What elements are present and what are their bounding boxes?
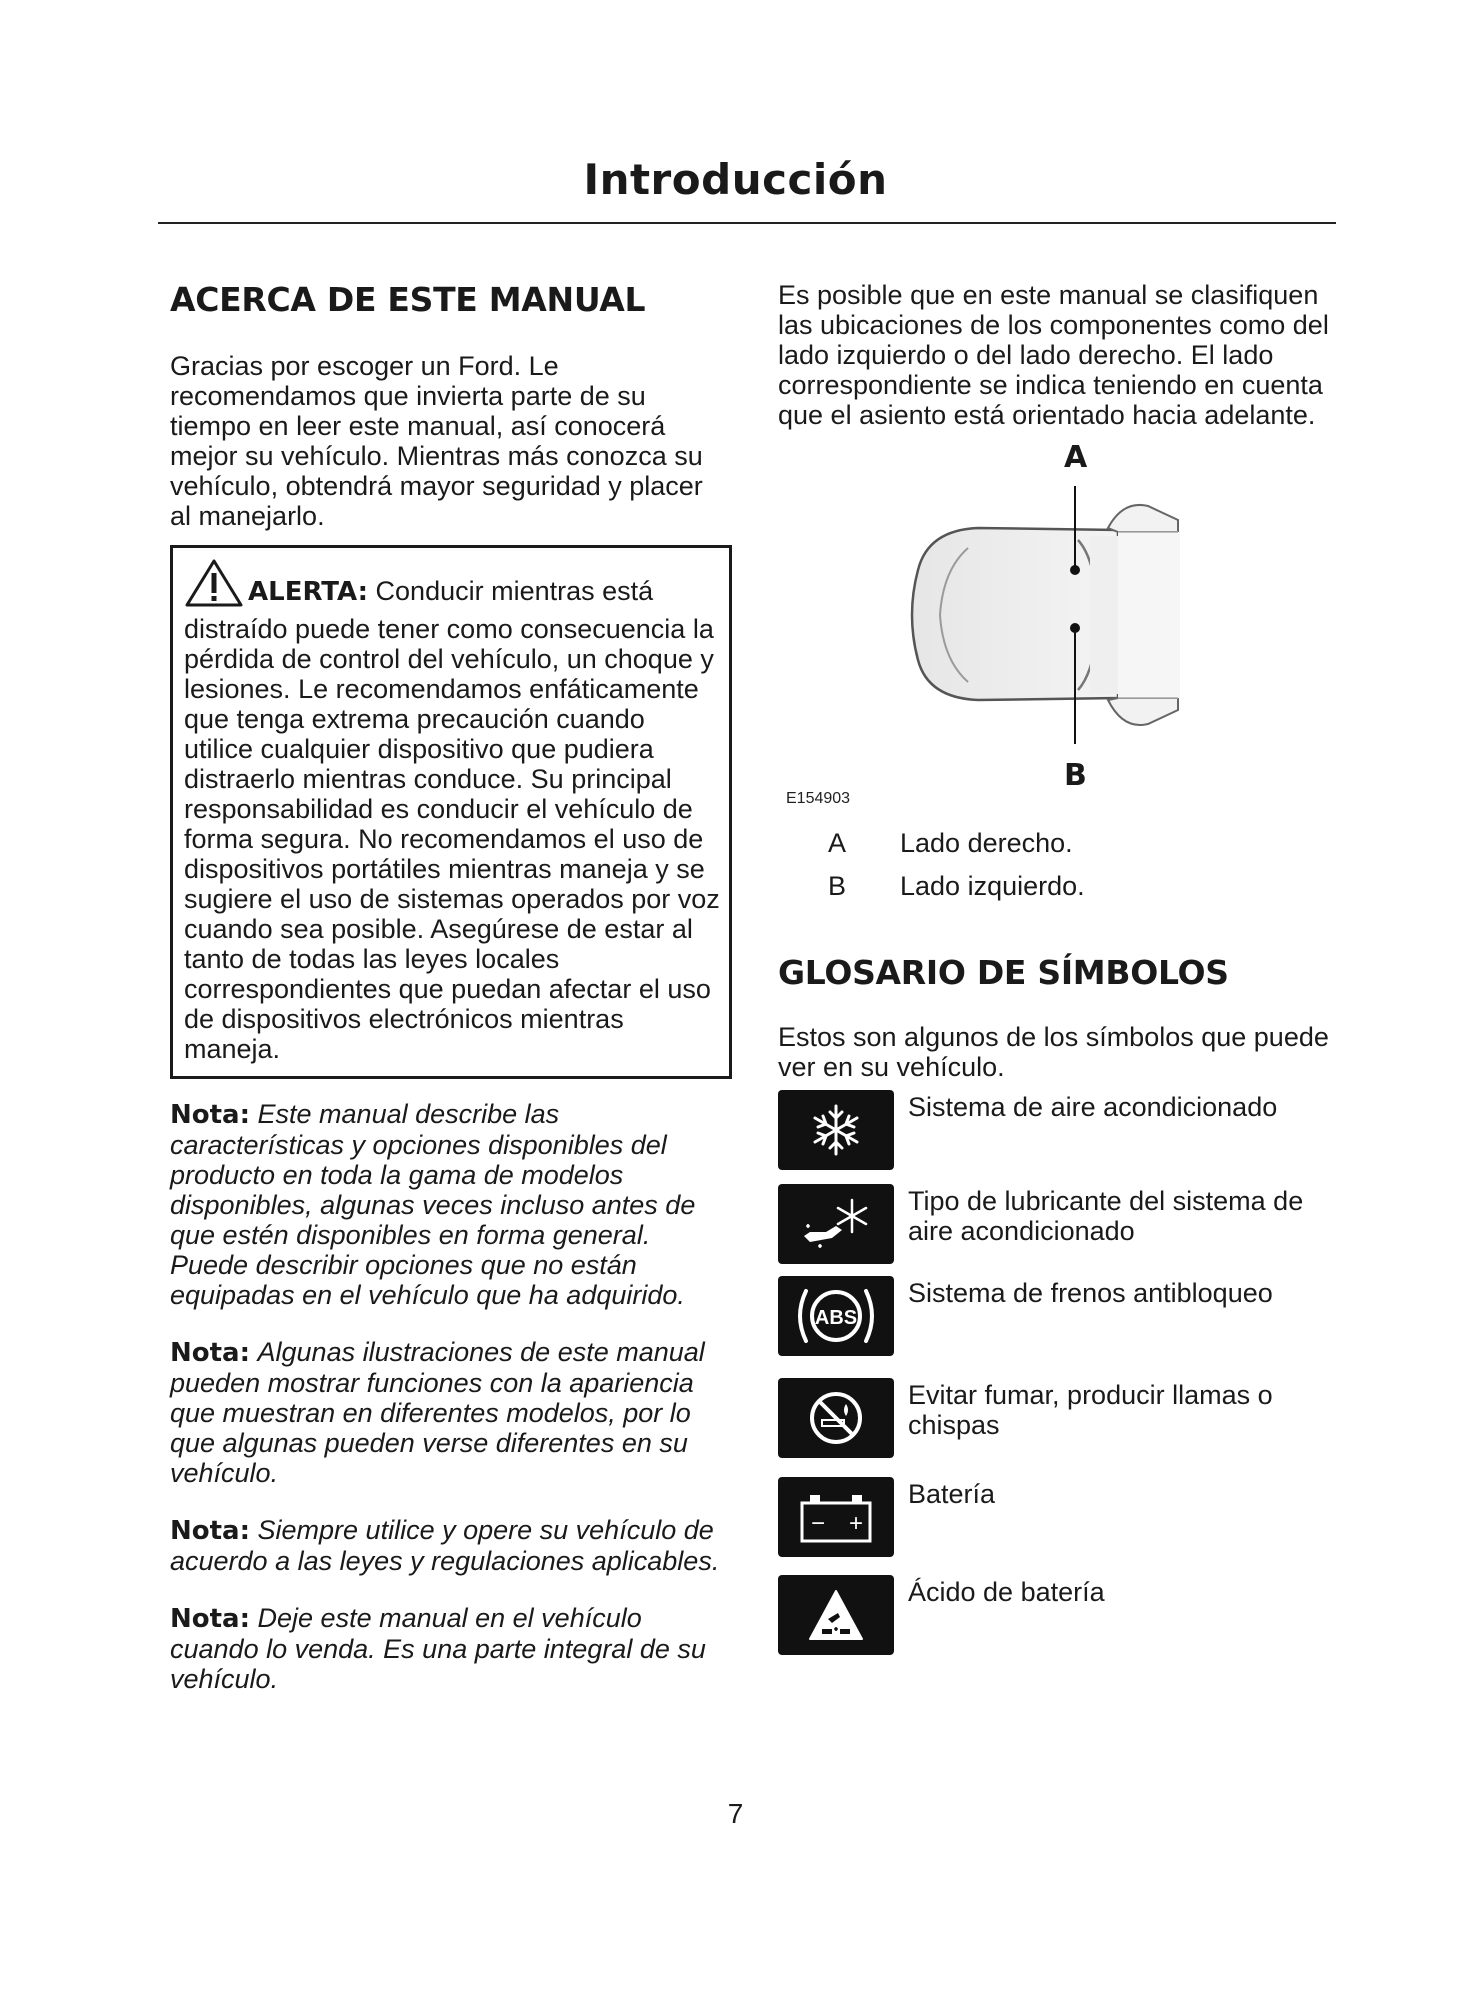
right-column	[778, 280, 1338, 1667]
note-text: Este manual describe las características y opciones disponibles del producto en toda la gama de modelos disponibles, algunas veces incluso antes de que estén disponibles en forma general. Puede describir opciones que no están equipadas en el vehículo que ha adquirido.	[170, 1099, 696, 1310]
battery-acid-icon	[778, 1575, 894, 1655]
snowflake-icon	[778, 1090, 894, 1170]
left-column	[170, 280, 730, 1721]
abs-icon	[778, 1276, 894, 1356]
battery-icon	[778, 1477, 894, 1557]
symbol-row	[778, 1090, 1338, 1184]
diagram-legend	[778, 828, 1338, 901]
note-3	[170, 1515, 730, 1576]
note-label: Nota:	[170, 1516, 250, 1546]
symbol-row	[778, 1184, 1338, 1276]
warning-triangle-icon	[184, 558, 244, 614]
note-4	[170, 1603, 730, 1694]
battery-minus-sign: −	[810, 1510, 826, 1537]
about-manual-heading: ACERCA DE ESTE MANUAL	[170, 280, 646, 319]
alert-text: Conducir mientras está distraído puede tener como consecuencia la pérdida de control del vehículo, un choque y lesiones. Le recomendamos enfáticamente que tenga extrema precaución cuando utilice cualquier dispositivo que pudiera distraerlo mientras conduce. Su principal responsabilidad es conducir el vehículo de forma segura. No recomendamos el uso de dispositivos portátiles mientras maneja y se sugiere el uso de sistemas operados por voz cuando sea posible. Asegúrese de estar al tanto de todas las leyes locales correspondientes que puedan afectar el uso de dispositivos electrónicos mientras maneja.	[184, 576, 720, 1064]
figure-code: E154903	[786, 790, 851, 807]
symbol-label: Sistema de frenos antibloqueo	[908, 1278, 1273, 1308]
title-divider	[158, 222, 1336, 224]
legend-key: A	[828, 828, 847, 858]
symbol-glossary-heading: GLOSARIO DE SÍMBOLOS	[778, 953, 1229, 992]
note-1	[170, 1099, 730, 1310]
symbol-row	[778, 1378, 1338, 1477]
car-top-view-illustration	[778, 440, 1338, 820]
alert-box	[170, 545, 732, 1079]
legend-row	[778, 871, 1338, 901]
glossary-intro: Estos son algunos de los símbolos que puede ver en su vehículo.	[778, 1022, 1329, 1082]
note-2	[170, 1337, 730, 1488]
symbol-row	[778, 1575, 1338, 1667]
no-smoking-icon	[778, 1378, 894, 1458]
symbol-label: Batería	[908, 1479, 996, 1509]
symbol-label: Evitar fumar, producir llamas o chispas	[908, 1380, 1273, 1440]
symbol-label: Ácido de batería	[908, 1577, 1105, 1607]
symbol-label: Tipo de lubricante del sistema de aire acondicionado	[908, 1186, 1304, 1246]
symbol-label: Sistema de aire acondicionado	[908, 1092, 1278, 1122]
about-intro-paragraph: Gracias por escoger un Ford. Le recomendamos que invierta parte de su tiempo en leer este manual, así conocerá mejor su vehículo. Mientras más conozca su vehículo, obtendrá mayor seguridad y placer al manejarlo.	[170, 351, 703, 531]
page-title: Introducción	[583, 155, 888, 204]
legend-text: Lado izquierdo.	[900, 871, 1085, 901]
diagram-label-b: B	[1064, 758, 1087, 793]
note-text: Algunas ilustraciones de este manual pueden mostrar funciones con la apariencia que muestran en diferentes modelos, por lo que algunas pueden verse diferentes en su vehículo.	[170, 1337, 705, 1488]
alert-label: ALERTA:	[248, 577, 369, 607]
symbol-row	[778, 1276, 1338, 1378]
page-number: 7	[727, 1798, 744, 1829]
legend-key: B	[828, 871, 847, 901]
note-label: Nota:	[170, 1338, 250, 1368]
note-label: Nota:	[170, 1604, 250, 1634]
legend-row	[778, 828, 1338, 858]
note-text: Deje este manual en el vehículo cuando lo venda. Es una parte integral de su vehículo.	[170, 1603, 706, 1694]
diagram-label-a: A	[1064, 440, 1088, 475]
note-label: Nota:	[170, 1100, 250, 1130]
legend-text: Lado derecho.	[900, 828, 1073, 858]
battery-plus-sign: +	[848, 1510, 864, 1537]
vehicle-orientation-diagram	[778, 440, 1338, 820]
orientation-paragraph: Es posible que en este manual se clasifiquen las ubicaciones de los componentes como del lado izquierdo o del lado derecho. El lado correspondiente se indica teniendo en cuenta que el asiento está orientado hacia adelante.	[778, 280, 1329, 430]
abs-icon-text: ABS	[814, 1307, 858, 1329]
note-text: Siempre utilice y opere su vehículo de acuerdo a las leyes y regulaciones aplicables.	[170, 1515, 720, 1576]
symbol-row	[778, 1477, 1338, 1575]
ac-lubricant-icon	[778, 1184, 894, 1264]
symbol-list	[778, 1090, 1338, 1667]
